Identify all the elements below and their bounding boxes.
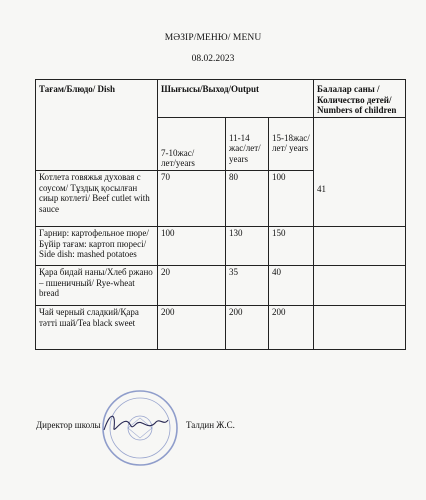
output-15-18: 100 bbox=[269, 171, 314, 227]
table-row bbox=[36, 266, 406, 306]
output-11-14: 80 bbox=[226, 171, 269, 227]
header-dish: Тағам/Блюдо/ Dish bbox=[36, 80, 158, 171]
age-group-11-14: 11-14 жас/лет/ years bbox=[226, 117, 269, 170]
menu-title: МӘЗІР/МЕНЮ/ MENU bbox=[164, 33, 262, 43]
output-7-10: 100 bbox=[158, 227, 226, 266]
dish-name: Қара бидай наны/Хлеб ржано – пшеничный/ Rye-wheat bread bbox=[36, 266, 158, 306]
output-11-14: 35 bbox=[226, 266, 269, 306]
table-header-row bbox=[36, 80, 406, 118]
children-count-cell bbox=[314, 117, 406, 226]
dish-name: Гарнир: картофельное пюре/ Бүйір тағам: картоп пюресі/ Side dish: mashed potatoes bbox=[36, 227, 158, 266]
output-7-10: 200 bbox=[158, 306, 226, 350]
output-7-10: 20 bbox=[158, 266, 226, 306]
empty-cell bbox=[314, 306, 406, 350]
output-15-18: 150 bbox=[269, 227, 314, 266]
menu-date: 08.02.2023 bbox=[191, 54, 235, 64]
table-row bbox=[36, 306, 406, 350]
output-15-18: 40 bbox=[269, 266, 314, 306]
header-children: Балалар саны /Количество детей/ Numbers of children bbox=[314, 80, 406, 118]
output-7-10: 70 bbox=[158, 171, 226, 227]
output-11-14: 130 bbox=[226, 227, 269, 266]
output-11-14: 200 bbox=[226, 306, 269, 350]
menu-table bbox=[35, 79, 406, 350]
director-label: Директор школы bbox=[36, 420, 101, 430]
children-count: 41 bbox=[317, 183, 326, 194]
table-row bbox=[36, 227, 406, 266]
output-15-18: 200 bbox=[269, 306, 314, 350]
empty-cell bbox=[314, 227, 406, 266]
age-group-15-18: 15-18жас/лет/ years bbox=[269, 117, 314, 170]
dish-name: Чай черный сладкий/Қара тәтті шай/Tea black sweet bbox=[36, 306, 158, 350]
header-output: Шығысы/Выход/Output bbox=[158, 80, 314, 118]
empty-cell bbox=[314, 266, 406, 306]
dish-name: Котлета говяжья духовая с соусом/ Тұздық қосылған сиыр котлеті/ Beef cutlet with sauce bbox=[36, 171, 158, 227]
signature-icon bbox=[100, 408, 170, 438]
director-name: Талдин Ж.С. bbox=[186, 420, 235, 430]
age-group-7-10: 7-10жас/лет/years bbox=[158, 117, 226, 170]
